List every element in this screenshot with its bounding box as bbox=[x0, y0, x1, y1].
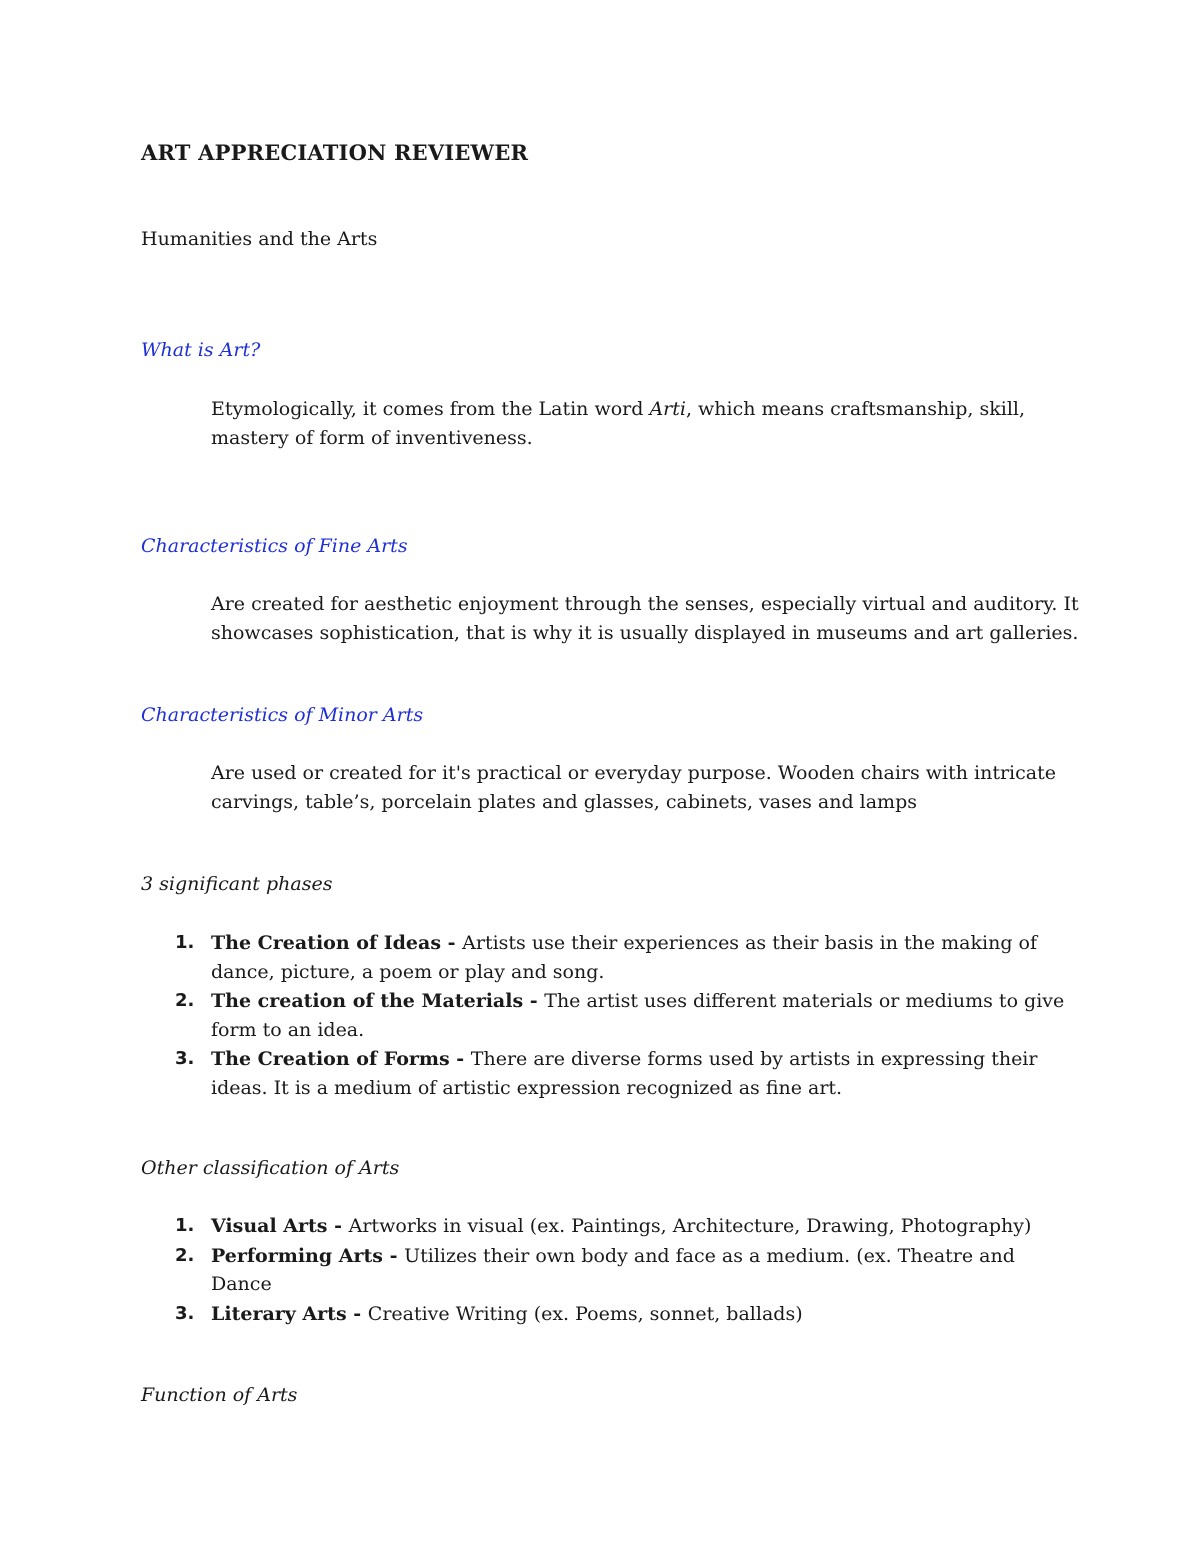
list-number: 1. bbox=[175, 1215, 195, 1236]
list-term: Performing Arts - bbox=[211, 1244, 405, 1267]
list-item: 3. The Creation of Forms - There are diverse forms used by artists in expressing their ideas. It is a medium of artistic expression recognized as fine art. bbox=[175, 1045, 1075, 1102]
fine-arts-paragraph bbox=[211, 590, 1091, 647]
document-title: ART APPRECIATION REVIEWER bbox=[141, 140, 529, 165]
list-item: 1. The Creation of Ideas - Artists use their experiences as their basis in the making of dance, picture, a poem or play and song. bbox=[175, 929, 1075, 986]
list-term: Literary Arts - bbox=[211, 1302, 368, 1325]
list-item: 2. The creation of the Materials - The artist uses different materials or mediums to give form to an idea. bbox=[175, 987, 1075, 1044]
list-number: 2. bbox=[175, 1244, 195, 1266]
document-subtitle: Humanities and the Arts bbox=[141, 228, 378, 250]
section-heading-classification: Other classification of Arts bbox=[141, 1157, 400, 1179]
classification-list bbox=[175, 1212, 1075, 1328]
list-term: The creation of the Materials - bbox=[211, 990, 545, 1012]
list-term: Visual Arts - bbox=[211, 1215, 349, 1237]
list-item: 2. Performing Arts - Utilizes their own body and face as a medium. (ex. Theatre and Dance bbox=[175, 1242, 1075, 1299]
fine-arts-line-1: Are created for aesthetic enjoyment through the senses, especially virtual and auditory. It bbox=[211, 593, 1079, 615]
minor-arts-line-1: Are used or created for it's practical or everyday purpose. Wooden chairs with intricate bbox=[211, 762, 1056, 784]
list-number: 3. bbox=[175, 1302, 195, 1324]
latin-word-arti: Arti bbox=[649, 398, 686, 420]
minor-arts-paragraph bbox=[211, 759, 1091, 816]
minor-arts-line-2: carvings, table’s, porcelain plates and glasses, cabinets, vases and lamps bbox=[211, 790, 917, 813]
list-item: 1. Visual Arts - Artworks in visual (ex. Paintings, Architecture, Drawing, Photography) bbox=[175, 1212, 1075, 1241]
list-term: The Creation of Ideas - bbox=[211, 932, 463, 954]
what-is-art-line-1: Etymologically, it comes from the Latin word Arti, which means craftsmanship, skill, bbox=[211, 398, 1026, 420]
list-number: 2. bbox=[175, 990, 195, 1011]
section-heading-fine-arts: Characteristics of Fine Arts bbox=[141, 535, 408, 557]
list-item: 3. Literary Arts - Creative Writing (ex. Poems, sonnet, ballads) bbox=[175, 1300, 1075, 1329]
fine-arts-line-2: showcases sophistication, that is why it is usually displayed in museums and art galleries. bbox=[211, 621, 1079, 644]
list-number: 1. bbox=[175, 932, 195, 953]
what-is-art-line-2: mastery of form of inventiveness. bbox=[211, 426, 533, 449]
list-number: 3. bbox=[175, 1048, 195, 1069]
list-term: The Creation of Forms - bbox=[211, 1048, 471, 1070]
section-heading-phases: 3 significant phases bbox=[141, 873, 333, 895]
section-heading-minor-arts: Characteristics of Minor Arts bbox=[141, 704, 424, 726]
phases-list bbox=[175, 929, 1075, 1102]
what-is-art-paragraph bbox=[211, 395, 1091, 452]
section-heading-function: Function of Arts bbox=[141, 1384, 298, 1406]
section-heading-what-is-art: What is Art? bbox=[141, 339, 261, 361]
